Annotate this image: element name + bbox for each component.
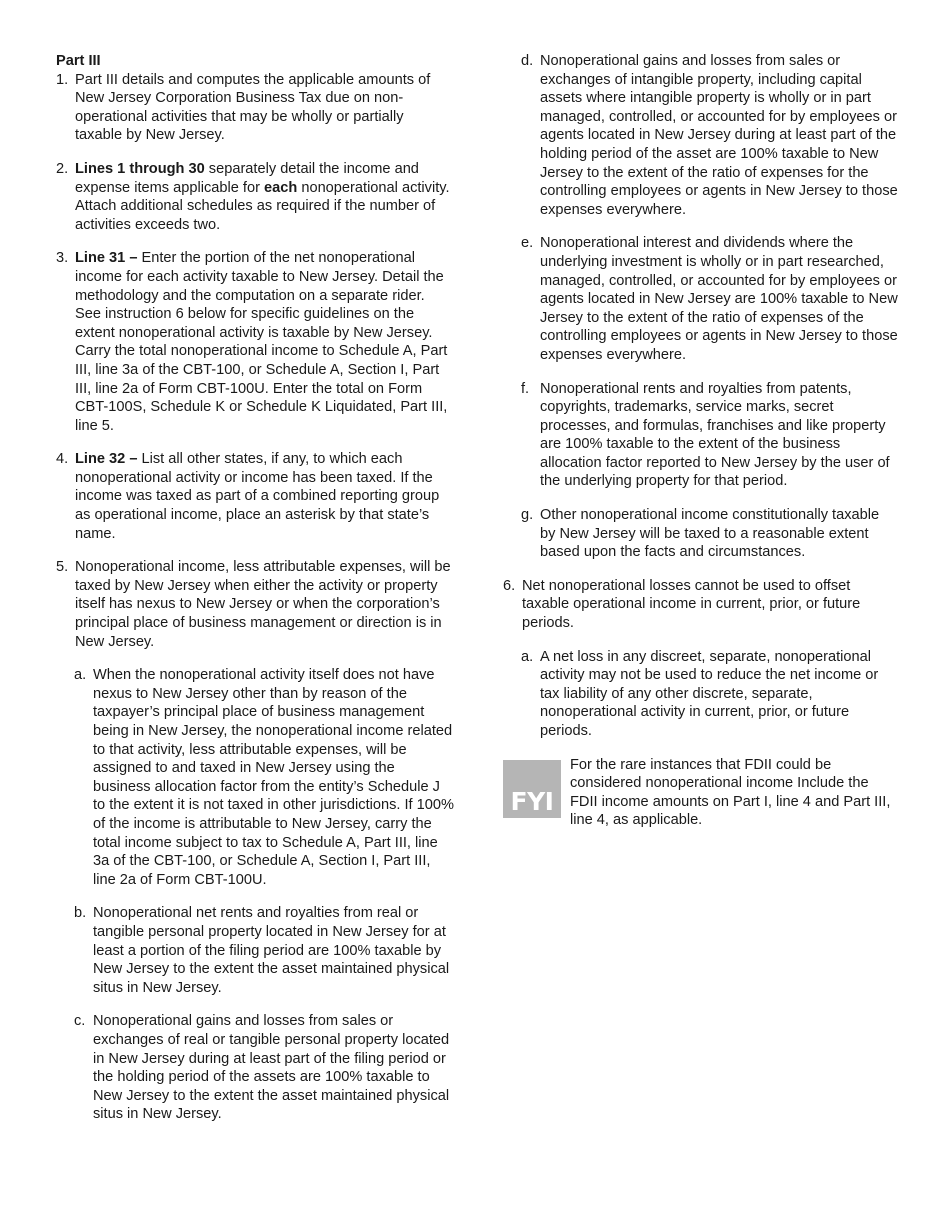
instruction-item-3 — [56, 249, 454, 435]
item-letter: e. — [521, 235, 534, 252]
item-text: List all other states, if any, to which each nonoperational activity or income has been taxed. If the income was taxed as part of a combined reporting group as operational income, place an asterisk by that state’s name. — [75, 451, 440, 542]
instruction-item-2 — [56, 160, 454, 234]
item-text: Nonoperational gains and losses from sales or exchanges of real or tangible personal property located in New Jersey during at least part of the filing period or the holding period of the assets are 100% taxable to New Jersey to the extent the asset maintained physical situs in New Jersey. — [93, 1013, 450, 1123]
item-text: Part III details and computes the applicable amounts of New Jersey Corporation Business Tax due on non-operational activities that may be wholly or partially taxable by New Jersey. — [75, 71, 431, 144]
instruction-item-5f — [503, 380, 898, 492]
item-letter: a. — [74, 667, 87, 684]
fyi-text: For the rare instances that FDII could be considered nonoperational income Include the FDII income amounts on Part I, line 4 and Part III, line 4, as applicable. — [570, 756, 891, 829]
right-column — [503, 52, 898, 830]
item-text: separately detail the income and expense items applicable for — [75, 160, 419, 196]
left-column — [56, 52, 454, 1139]
item-text: Enter the portion of the net nonoperational income for each activity taxable to New Jersey. Detail the methodology and the computation on a separate rider. See instruction 6 below for specific guidelines on the extent nonoperational activity is taxable by New Jersey. Carry the total nonoperational income to Schedule A, Part III, line 3a of the CBT-100, or Schedule A, Section I, Part III, line 2a of Form CBT-100U. Enter the total on Form CBT-100S, Schedule K or Schedule K Liquidated, Part III, line 5. — [75, 250, 448, 434]
item-text: When the nonoperational activity itself does not have nexus to New Jersey other than by reason of the taxpayer’s principal place of business management being in New Jersey, the nonoperational income related to that activity, less attributable expenses, will be assigned to and taxed in New Jersey using the business allocation factor from the entity’s Schedule J to the extent it is not taxed in other jurisdictions. If 100% of the income is attributable to New Jersey, carry the total income subject to tax to Schedule A, Part III, line 3a of the CBT-100, or Schedule A, Section I, Part III, line 2a of Form CBT-100U. — [93, 667, 454, 888]
item-letter: a. — [521, 648, 534, 665]
item-letter: c. — [74, 1013, 86, 1030]
item-number: 2. — [56, 160, 69, 177]
instruction-item-5 — [56, 558, 454, 651]
item-letter: f. — [521, 380, 530, 397]
item-letter: b. — [74, 905, 87, 922]
instruction-item-5g — [503, 506, 898, 562]
item-bold-word: each — [264, 179, 298, 196]
instruction-item-4 — [56, 450, 454, 543]
instruction-item-6 — [503, 577, 898, 633]
fyi-label: FYI — [510, 787, 554, 816]
item-text: Nonoperational net rents and royalties from real or tangible personal property located in New Jersey for at least a portion of the filing period are 100% taxable by New Jersey to the extent the asset maintained physical situs in New Jersey. — [93, 905, 450, 996]
item-letter: g. — [521, 507, 534, 524]
item-number: 1. — [56, 71, 69, 88]
item-bold-lead: Line 31 – — [75, 250, 138, 267]
item-number: 6. — [503, 577, 516, 594]
item-number: 5. — [56, 559, 69, 576]
item-bold-lead: Lines 1 through 30 — [75, 160, 205, 177]
instruction-item-6a — [503, 648, 898, 741]
item-text: Nonoperational gains and losses from sales or exchanges of intangible property, including capital assets where intangible property is wholly or in part managed, controlled, or accounted for by employees or agents located in New Jersey during at least part of the holding period of the asset are 100% taxable to New Jersey to the extent of the ratio of expenses for the controlling employees or agents in New Jersey to those expenses everywhere. — [540, 53, 898, 218]
item-text: Other nonoperational income constitutionally taxable by New Jersey will be taxed to a reasonable extent based upon the facts and circumstances. — [540, 507, 880, 561]
item-text: Nonoperational interest and dividends where the underlying investment is wholly or in part researched, managed, controlled, or accounted for by employees or agents located in New Jersey are 100% taxable to New Jersey to the extent of the ratio of expenses of the controlling employees or agents in New Jersey to those expenses everywhere. — [540, 235, 898, 363]
fyi-icon — [503, 760, 561, 818]
item-text: nonoperational activity. Attach additional schedules as required if the number of activities exceeds two. — [75, 179, 450, 233]
item-text: Nonoperational rents and royalties from patents, copyrights, trademarks, service marks, secret processes, and formulas, franchises and like property are 100% taxable to the extent of the business allocation factor reported to New Jersey by the user of the underlying property for that period. — [540, 380, 890, 490]
instruction-item-5e — [503, 234, 898, 364]
instruction-item-1 — [56, 71, 454, 145]
item-text: Net nonoperational losses cannot be used to offset taxable operational income in current, prior, or future periods. — [522, 577, 861, 632]
fyi-note — [503, 756, 898, 830]
instruction-item-5b — [56, 904, 454, 997]
item-text: A net loss in any discreet, separate, nonoperational activity may not be used to reduce the net income or tax liability of any other discrete, separate, nonoperational activity in current, prior, or future periods. — [540, 648, 879, 739]
item-letter: d. — [521, 53, 534, 69]
instruction-item-5a — [56, 666, 454, 889]
item-bold-lead: Line 32 – — [75, 451, 138, 468]
item-text: Nonoperational income, less attributable expenses, will be taxed by New Jersey when either the activity or property itself has nexus to New Jersey or when the corporation’s principal place of business management or direction is in New Jersey. — [75, 559, 451, 650]
instruction-item-5d — [503, 52, 898, 219]
instruction-item-5c — [56, 1012, 454, 1124]
item-number: 3. — [56, 250, 69, 267]
item-number: 4. — [56, 451, 69, 468]
section-heading: Part III — [56, 53, 101, 69]
